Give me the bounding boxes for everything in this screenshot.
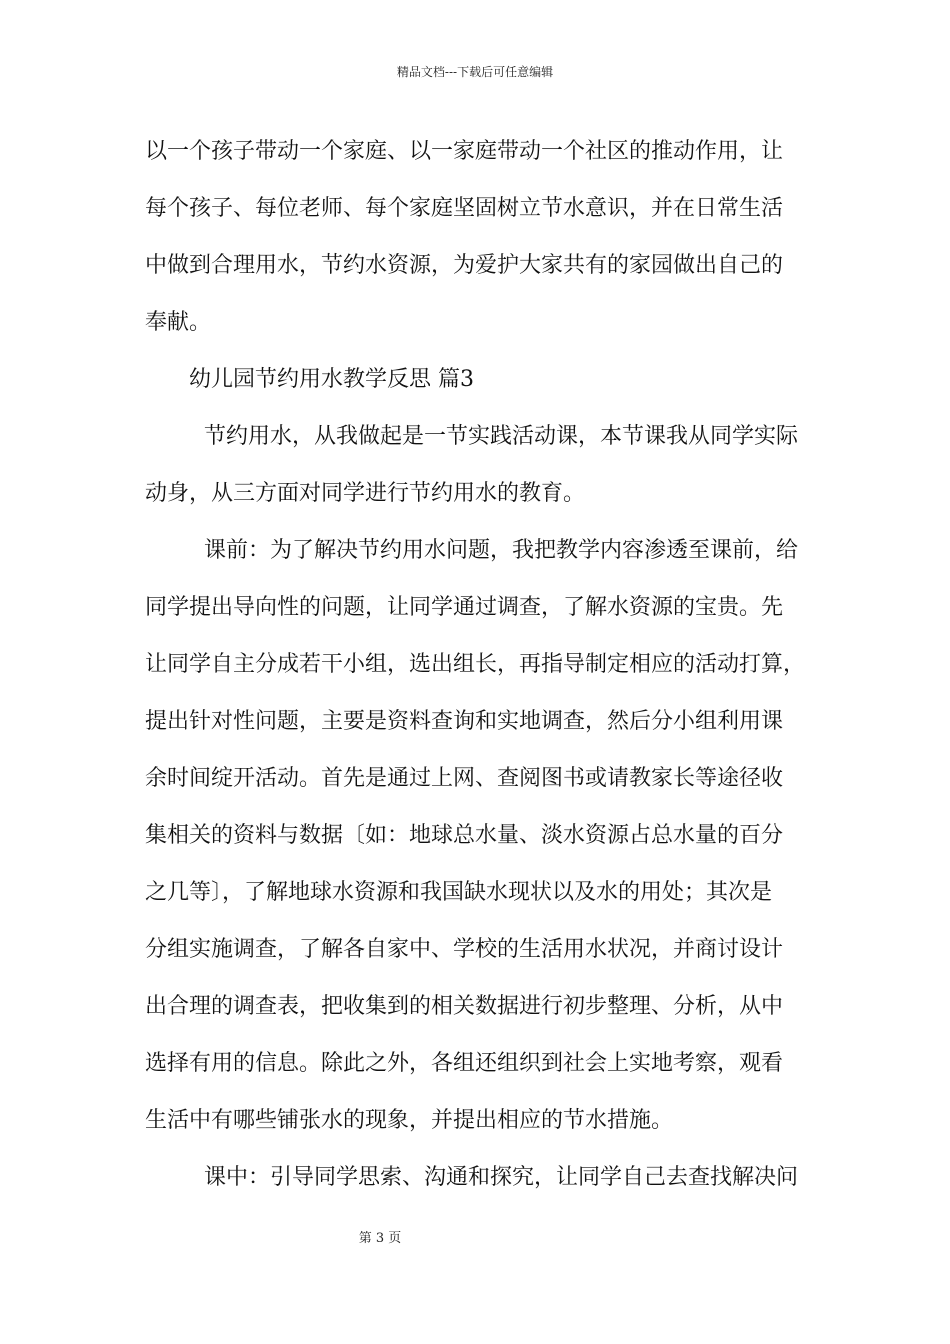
body-line: 余时间绽开活动。首先是通过上网、查阅图书或请教家长等途径收 xyxy=(145,766,784,791)
body-line: 集相关的资料与数据〔如：地球总水量、淡水资源占总水量的百分 xyxy=(145,823,784,848)
body-line: 生活中有哪些铺张水的现象，并提出相应的节水措施。 xyxy=(145,1108,674,1133)
page-number: 第 3 页 xyxy=(358,1231,402,1246)
body-line: 选择有用的信息。除此之外，各组还组织到社会上实地考察，观看 xyxy=(145,1051,784,1076)
body-line: 让同学自主分成若干小组，选出组长，再指导制定相应的活动打算， xyxy=(145,652,806,677)
body-line: 出合理的调查表，把收集到的相关数据进行初步整理、分析，从中 xyxy=(145,994,784,1019)
document-body xyxy=(145,130,810,1213)
body-line: 提出针对性问题，主要是资料查询和实地调查，然后分小组利用课 xyxy=(145,709,784,734)
body-line: 之几等〕，了解地球水资源和我国缺水现状以及水的用处；其次是 xyxy=(145,880,773,905)
body-line: 奉献。 xyxy=(145,310,212,335)
body-line: 课中：引导同学思索、沟通和探究，让同学自己去查找解决问 xyxy=(204,1165,799,1190)
body-line: 中做到合理用水，节约水资源，为爱护大家共有的家园做出自己的 xyxy=(145,253,784,278)
body-line: 节约用水，从我做起是一节实践活动课，本节课我从同学实际 xyxy=(204,424,799,449)
body-line: 动身，从三方面对同学进行节约用水的教育。 xyxy=(145,481,586,506)
body-line: 同学提出导向性的问题，让同学通过调查，了解水资源的宝贵。先 xyxy=(145,595,784,620)
body-line: 每个孩子、每位老师、每个家庭坚固树立节水意识，并在日常生活 xyxy=(145,196,784,221)
page-header: 精品文档---下载后可任意编辑 xyxy=(396,65,554,79)
body-line: 以一个孩子带动一个家庭、以一家庭带动一个社区的推动作用，让 xyxy=(145,139,784,164)
body-line: 课前：为了解决节约用水问题，我把教学内容渗透至课前，给 xyxy=(204,538,799,563)
section-heading: 幼儿园节约用水教学反思 篇3 xyxy=(189,367,474,392)
body-line: 分组实施调查，了解各自家中、学校的生活用水状况，并商讨设计 xyxy=(145,937,784,962)
